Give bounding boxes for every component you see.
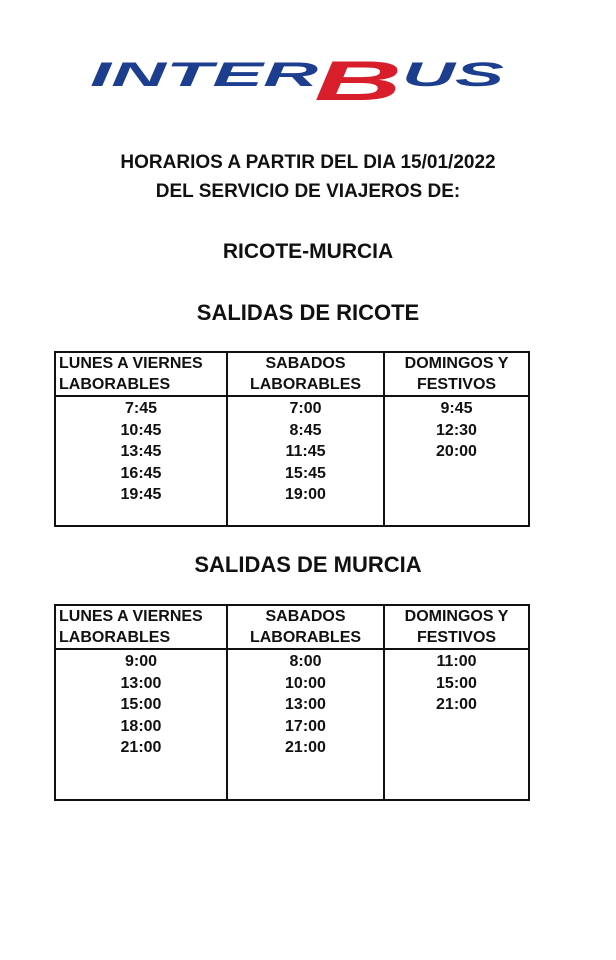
header-weekdays: LUNES A VIERNES LABORABLES — [55, 352, 227, 396]
schedule-table-murcia — [54, 604, 530, 801]
time-cell: 21:00 — [436, 696, 477, 713]
time-cell: 8:00 — [289, 653, 322, 670]
sunday-times — [384, 649, 529, 800]
schedule-date-line: HORARIOS A PARTIR DEL DIA 15/01/2022 — [120, 152, 496, 173]
time-cell: 13:00 — [285, 696, 326, 713]
time-cell: 13:45 — [120, 443, 162, 460]
time-cell: 11:00 — [436, 653, 477, 670]
service-line: DEL SERVICIO DE VIAJEROS DE: — [155, 181, 461, 202]
time-cell: 8:45 — [289, 421, 322, 439]
time-cell: 13:00 — [120, 674, 162, 692]
schedule-table-ricote — [54, 351, 530, 527]
time-cell: 21:00 — [285, 739, 326, 756]
header-saturdays: SABADOS LABORABLES — [227, 352, 384, 396]
header-weekdays: LUNES A VIERNES LABORABLES — [55, 605, 227, 649]
header-sundays: DOMINGOS Y FESTIVOS — [384, 352, 529, 396]
section-title-murcia: SALIDAS DE MURCIA — [194, 552, 422, 577]
logo-us-text: US — [402, 56, 505, 94]
time-cell: 9:45 — [440, 400, 473, 417]
weekday-times — [55, 396, 227, 526]
time-cell: 18:00 — [120, 717, 162, 735]
time-cell: 7:45 — [124, 400, 158, 417]
time-cell: 15:00 — [436, 674, 477, 692]
time-cell: 16:45 — [120, 464, 162, 482]
time-cell: 19:45 — [120, 486, 162, 503]
time-cell: 19:00 — [285, 486, 326, 503]
time-cell: 15:45 — [285, 464, 326, 482]
time-cell: 10:45 — [120, 421, 162, 439]
time-cell: 9:00 — [124, 653, 158, 670]
header-sundays: DOMINGOS Y FESTIVOS — [384, 605, 529, 649]
interbus-logo — [86, 50, 510, 106]
route-title: RICOTE-MURCIA — [222, 240, 394, 263]
time-cell: 7:00 — [289, 400, 322, 417]
time-cell: 20:00 — [436, 443, 477, 460]
sunday-times — [384, 396, 529, 526]
time-cell: 15:00 — [120, 696, 162, 713]
section-title-ricote: SALIDAS DE RICOTE — [196, 300, 420, 325]
time-cell: 11:45 — [285, 443, 326, 460]
time-cell: 21:00 — [120, 739, 162, 756]
weekday-times — [55, 649, 227, 800]
time-cell: 12:30 — [436, 421, 477, 439]
saturday-times — [227, 396, 384, 526]
time-cell: 10:00 — [285, 674, 326, 692]
logo-inter-text: INTER — [90, 56, 319, 94]
saturday-times — [227, 649, 384, 800]
time-cell: 17:00 — [285, 717, 326, 735]
logo-b-text: B — [314, 50, 402, 106]
header-saturdays: SABADOS LABORABLES — [227, 605, 384, 649]
